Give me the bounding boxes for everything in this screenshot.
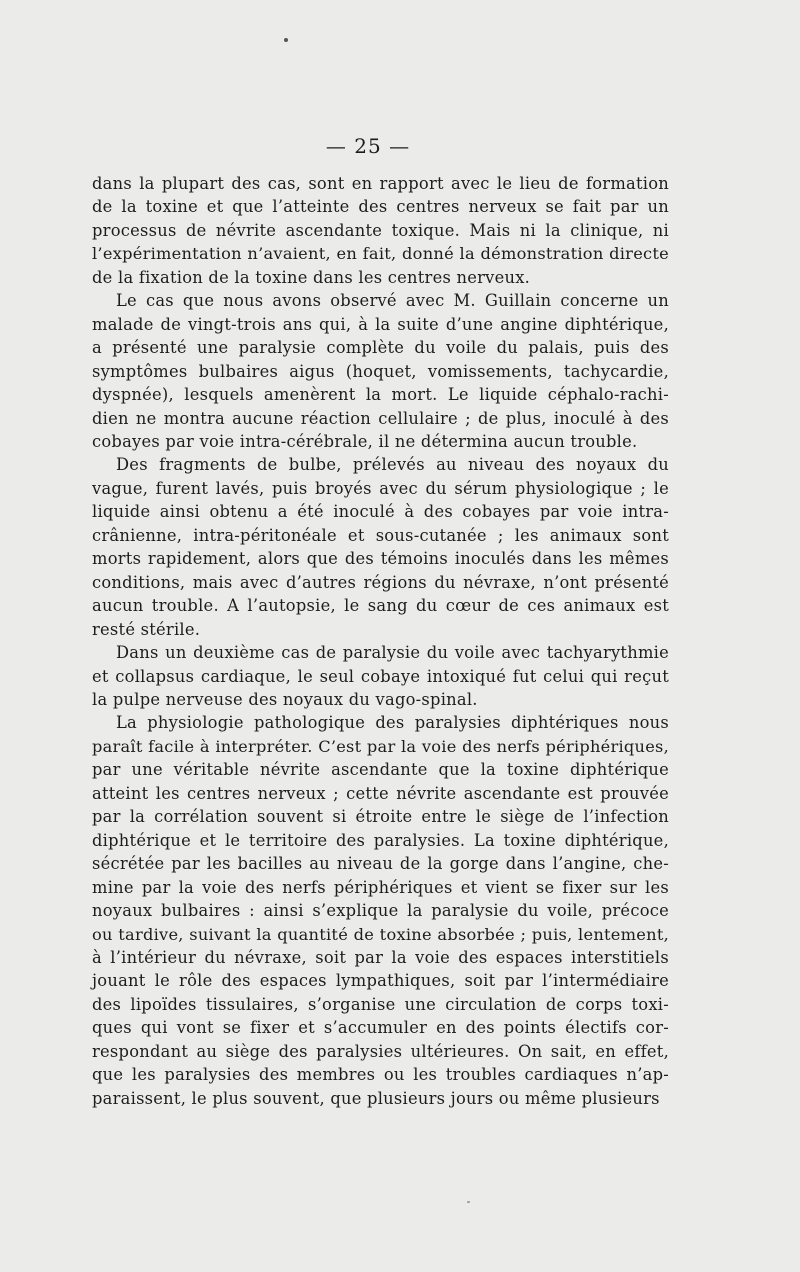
paragraph-p5	[92, 711, 669, 1110]
ink-speck	[284, 38, 288, 42]
page-number: — 25 —	[325, 134, 411, 158]
text-line: crânienne, intra-péritonéale et sous-cutanée ; les animaux sont	[92, 525, 669, 545]
body-text	[92, 172, 669, 1110]
text-line: respondant au siège des paralysies ultérieures. On sait, en effet,	[92, 1041, 669, 1061]
text-line: noyaux bulbaires : ainsi s’explique la paralysie du voile, précoce	[92, 901, 669, 921]
text-line: conditions, mais avec d’autres régions du névraxe, n’ont présenté	[92, 572, 669, 592]
text-line: des lipoïdes tissulaires, s’organise une circulation de corps toxi-	[92, 994, 669, 1014]
paragraph-p3	[92, 453, 669, 641]
text-line: a présenté une paralysie complète du voile du palais, puis des	[92, 338, 669, 358]
text-line: sécrétée par les bacilles au niveau de la gorge dans l’angine, che-	[92, 854, 669, 874]
text-line: aucun trouble. A l’autopsie, le sang du cœur de ces animaux est	[92, 596, 669, 616]
text-line: de la toxine et que l’atteinte des centres nerveux se fait par un	[92, 197, 669, 217]
text-line: morts rapidement, alors que des témoins inoculés dans les mêmes	[92, 549, 669, 569]
text-line: resté stérile.	[92, 619, 201, 639]
text-line: dyspnée), lesquels amenèrent la mort. Le liquide céphalo-rachi-	[92, 385, 669, 405]
paragraph-p2	[92, 289, 669, 453]
text-line: par la corrélation souvent si étroite entre le siège de l’infection	[92, 807, 669, 827]
text-line: La physiologie pathologique des paralysies diphtériques nous	[116, 713, 669, 733]
text-line: l’expérimentation n’avaient, en fait, donné la démonstration directe	[92, 244, 669, 264]
text-line: dien ne montra aucune réaction cellulaire ; de plus, inoculé à des	[92, 408, 669, 428]
text-line: malade de vingt-trois ans qui, à la suite d’une angine diphtérique,	[92, 314, 669, 334]
text-line: processus de névrite ascendante toxique. Mais ni la clinique, ni	[92, 220, 669, 240]
paragraph-p4	[92, 641, 669, 711]
ink-speck	[467, 1201, 470, 1203]
text-line: diphtérique et le territoire des paralysies. La toxine diphtérique,	[92, 830, 669, 850]
text-line: ou tardive, suivant la quantité de toxine absorbée ; puis, lentement,	[92, 924, 669, 944]
text-line: paraît facile à interpréter. C’est par la voie des nerfs périphériques,	[92, 736, 669, 756]
text-line: symptômes bulbaires aigus (hoquet, vomissements, tachycardie,	[92, 361, 669, 381]
text-line: par une véritable névrite ascendante que la toxine diphtérique	[92, 760, 669, 780]
text-line: jouant le rôle des espaces lympathiques, soit par l’intermédiaire	[92, 971, 669, 991]
text-line: Le cas que nous avons observé avec M. Guillain concerne un	[116, 291, 669, 311]
text-line: ques qui vont se fixer et s’accumuler en des points électifs cor-	[92, 1018, 669, 1038]
text-line: dans la plupart des cas, sont en rapport avec le lieu de formation	[92, 174, 669, 193]
text-line: atteint les centres nerveux ; cette névrite ascendante est prouvée	[92, 783, 669, 803]
paragraph-p1	[92, 172, 669, 289]
text-line: liquide ainsi obtenu a été inoculé à des cobayes par voie intra-	[92, 502, 669, 522]
text-line: et collapsus cardiaque, le seul cobaye intoxiqué fut celui qui reçut	[92, 666, 669, 686]
text-line: cobayes par voie intra-cérébrale, il ne détermina aucun trouble.	[92, 431, 638, 451]
text-line: vague, furent lavés, puis broyés avec du sérum physiologique ; le	[92, 478, 669, 498]
text-line: la pulpe nerveuse des noyaux du vago-spinal.	[92, 689, 478, 709]
text-line: paraissent, le plus souvent, que plusieurs jours ou même plusieurs	[92, 1088, 660, 1108]
text-line: mine par la voie des nerfs périphériques et vient se fixer sur les	[92, 877, 669, 897]
text-line: Des fragments de bulbe, prélevés au niveau des noyaux du	[116, 455, 669, 475]
text-line: que les paralysies des membres ou les troubles cardiaques n’ap-	[92, 1065, 669, 1085]
text-line: de la fixation de la toxine dans les centres nerveux.	[92, 267, 531, 287]
text-line: à l’intérieur du névraxe, soit par la voie des espaces interstitiels	[92, 947, 669, 967]
text-line: Dans un deuxième cas de paralysie du voile avec tachyarythmie	[116, 643, 669, 663]
